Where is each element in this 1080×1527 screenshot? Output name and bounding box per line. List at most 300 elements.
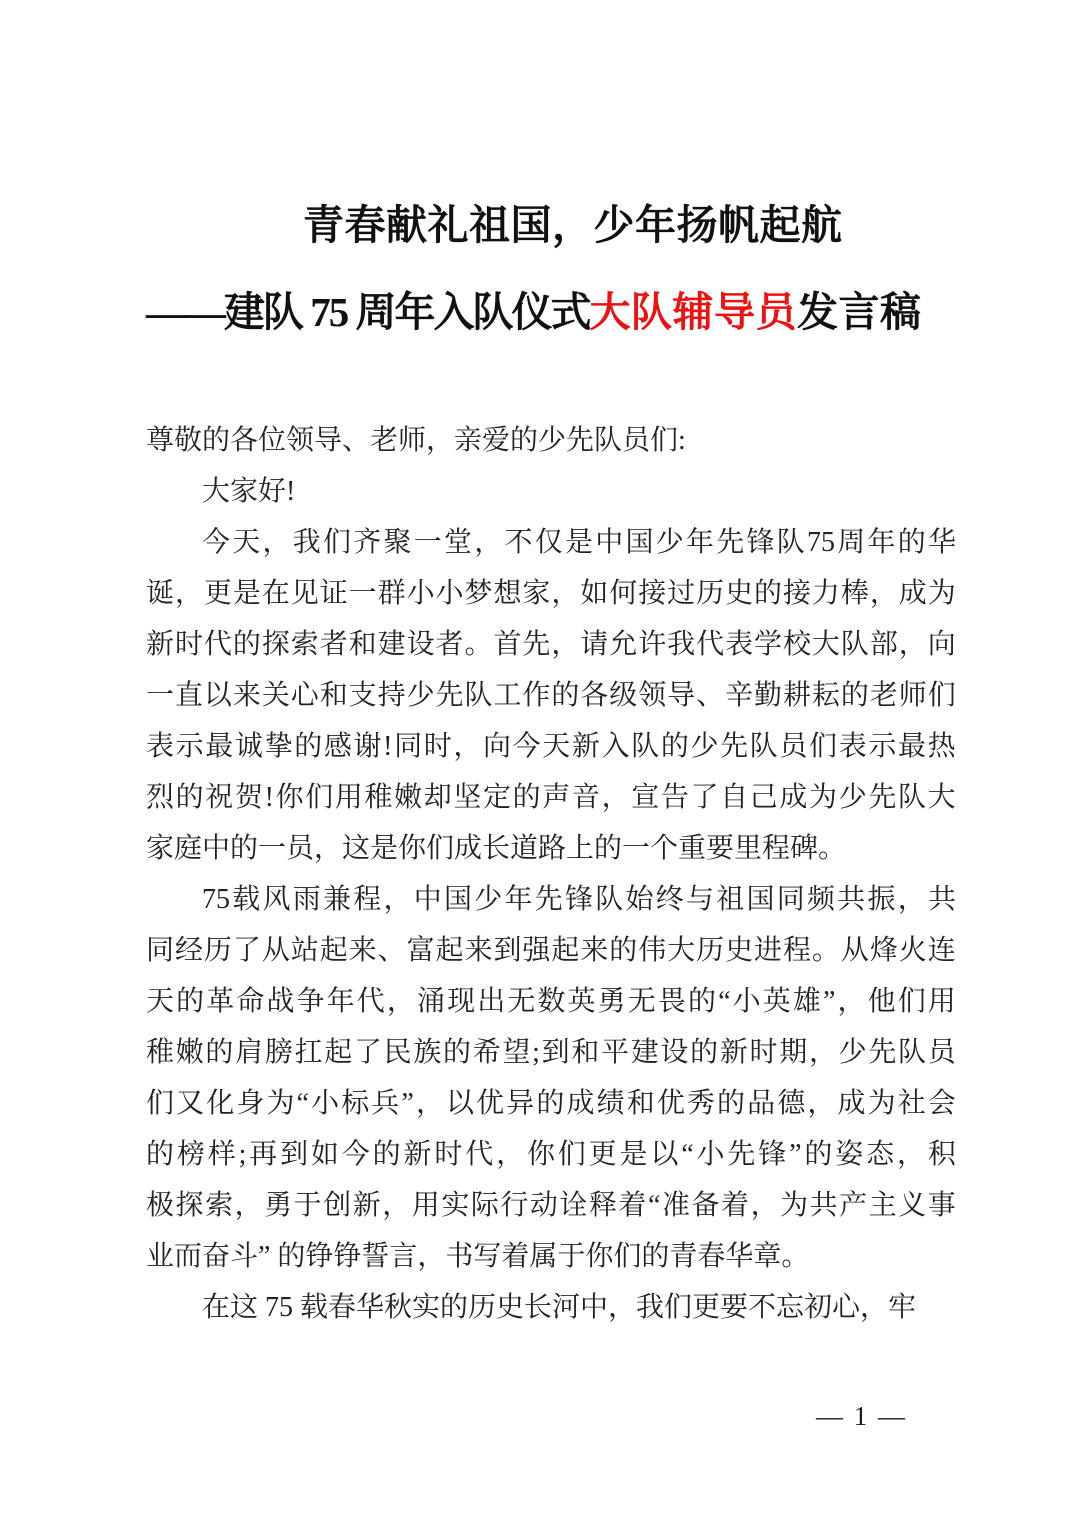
body-glyph: 向 xyxy=(927,629,956,660)
body-glyph: 更 xyxy=(203,578,232,609)
body-glyph: 支 xyxy=(348,680,377,711)
body-glyph: 是 xyxy=(619,1139,648,1170)
body-glyph: 持 xyxy=(377,680,406,711)
body-glyph: 队 xyxy=(631,731,660,762)
body-glyph: ! xyxy=(383,731,393,762)
body-line xyxy=(146,721,956,772)
body-glyph: 肩 xyxy=(235,1037,264,1068)
body-glyph: 年 xyxy=(686,527,715,558)
body-glyph: 坚 xyxy=(453,782,482,813)
body-glyph: 耕 xyxy=(782,680,811,711)
body-glyph: 年 xyxy=(326,986,355,1017)
body-glyph: 的 xyxy=(205,1037,234,1068)
body-glyph: 是 xyxy=(565,527,594,558)
body-glyph: 代 xyxy=(465,1139,494,1170)
body-glyph: ， xyxy=(808,1037,837,1068)
body-glyph: 从 xyxy=(261,935,290,966)
body-line: 尊敬的各位领导、老师，亲爱的少先队员们: xyxy=(146,425,686,456)
body-glyph: 无 xyxy=(507,986,536,1017)
body-glyph: 异 xyxy=(506,1088,535,1119)
body-glyph: 小 xyxy=(696,1139,725,1170)
body-glyph: ， xyxy=(837,986,866,1017)
body-glyph: 先 xyxy=(435,680,464,711)
body-glyph: 的 xyxy=(175,782,204,813)
body-glyph: 更 xyxy=(588,1139,617,1170)
body-glyph: 中 xyxy=(595,527,624,558)
body-glyph: ， xyxy=(474,527,503,558)
body-glyph: 稚 xyxy=(364,782,393,813)
body-glyph: 聚 xyxy=(383,527,412,558)
body-glyph: 嫩 xyxy=(394,782,423,813)
body-glyph: 和 xyxy=(348,629,377,660)
body-line xyxy=(146,670,956,721)
body-glyph: 勤 xyxy=(754,680,783,711)
body-glyph: 堂 xyxy=(444,527,473,558)
body-glyph: 的 xyxy=(443,1037,472,1068)
body-glyph: 不 xyxy=(504,527,533,558)
body-glyph: 如 xyxy=(580,578,609,609)
body-glyph: 了 xyxy=(690,782,719,813)
body-glyph: 华 xyxy=(927,527,956,558)
body-glyph: 师 xyxy=(898,680,927,711)
body-glyph: 榜 xyxy=(176,1139,205,1170)
body-glyph: 队 xyxy=(897,782,926,813)
body-glyph: 数 xyxy=(537,986,566,1017)
body-glyph: 自 xyxy=(720,782,749,813)
body-glyph: 历 xyxy=(696,578,725,609)
body-glyph: “ xyxy=(718,986,731,1017)
body-glyph: 最 xyxy=(205,731,234,762)
body-glyph: 族 xyxy=(413,1037,442,1068)
body-glyph: 75 xyxy=(202,884,230,915)
body-glyph: 今 xyxy=(512,731,541,762)
body-glyph: 一 xyxy=(348,578,377,609)
body-glyph: 和 xyxy=(571,1037,600,1068)
body-glyph: 嫩 xyxy=(175,1037,204,1068)
subtitle-prefix: ——建队 75 周年入队仪式 xyxy=(146,289,590,335)
body-glyph: 绩 xyxy=(596,1088,625,1119)
body-glyph: 先 xyxy=(534,884,563,915)
body-glyph: 代 xyxy=(203,629,232,660)
body-glyph: ， xyxy=(262,527,291,558)
body-glyph: 姿 xyxy=(835,1139,864,1170)
body-glyph: 时 xyxy=(749,1037,778,1068)
body-glyph: 用 xyxy=(411,1190,440,1221)
body-glyph: 、 xyxy=(696,680,725,711)
body-glyph: 工 xyxy=(493,680,522,711)
body-glyph: 宣 xyxy=(631,782,660,813)
body-glyph: 队 xyxy=(776,527,805,558)
body-glyph: 战 xyxy=(266,986,295,1017)
document-subtitle xyxy=(146,285,966,339)
body-glyph: 一 xyxy=(146,680,175,711)
body-glyph: 英 xyxy=(762,986,791,1017)
body-line xyxy=(146,517,956,568)
body-glyph: 膀 xyxy=(264,1037,293,1068)
body-glyph: 员 xyxy=(779,731,808,762)
body-glyph: 勇 xyxy=(264,1190,293,1221)
body-glyph: ， xyxy=(415,1088,444,1119)
body-glyph: 队 xyxy=(898,1037,927,1068)
body-glyph: 动 xyxy=(529,1190,558,1221)
body-glyph: 雨 xyxy=(292,884,321,915)
body-glyph: ， xyxy=(898,629,927,660)
body-glyph: 入 xyxy=(601,731,630,762)
body-glyph: ， xyxy=(382,1190,411,1221)
body-glyph: 兵 xyxy=(371,1088,400,1119)
body-glyph: 的 xyxy=(609,935,638,966)
body-glyph: 时 xyxy=(174,629,203,660)
body-glyph: 的 xyxy=(232,629,261,660)
body-glyph: 富 xyxy=(406,935,435,966)
body-glyph: 学 xyxy=(754,629,783,660)
body-glyph: “ xyxy=(648,1190,661,1221)
body-glyph: 者 xyxy=(319,629,348,660)
body-glyph: ， xyxy=(897,884,926,915)
body-glyph: 允 xyxy=(609,629,638,660)
body-glyph: “ xyxy=(681,1139,694,1170)
body-glyph: 设 xyxy=(406,629,435,660)
body-line: 大家好! xyxy=(202,476,296,507)
body-glyph: 诚 xyxy=(234,731,263,762)
body-glyph: 的 xyxy=(536,1088,565,1119)
body-glyph: 天 xyxy=(146,986,175,1017)
body-line xyxy=(146,1180,956,1231)
body-glyph: 大 xyxy=(667,935,696,966)
body-glyph: 今 xyxy=(202,527,231,558)
body-glyph: 队 xyxy=(840,629,869,660)
body-glyph: 祝 xyxy=(205,782,234,813)
body-glyph: 民 xyxy=(383,1037,412,1068)
body-glyph: 和 xyxy=(626,1088,655,1119)
body-glyph: 国 xyxy=(746,884,775,915)
body-glyph: 的 xyxy=(294,731,323,762)
body-glyph: 锋 xyxy=(564,884,593,915)
body-glyph: 诞 xyxy=(146,578,175,609)
body-glyph: 又 xyxy=(176,1088,205,1119)
body-glyph: 作 xyxy=(522,680,551,711)
body-glyph: 于 xyxy=(293,1190,322,1221)
body-glyph: 们 xyxy=(897,986,926,1017)
body-glyph: 想 xyxy=(493,578,522,609)
body-line xyxy=(146,925,956,976)
body-glyph: 天 xyxy=(232,527,261,558)
body-glyph: 来 xyxy=(348,935,377,966)
body-glyph: 他 xyxy=(867,986,896,1017)
body-glyph: 今 xyxy=(341,1139,370,1170)
body-glyph: 成 xyxy=(566,1088,595,1119)
body-glyph: 振 xyxy=(867,884,896,915)
body-glyph: 同 xyxy=(146,935,175,966)
body-glyph: 你 xyxy=(275,782,304,813)
body-glyph: 示 xyxy=(868,731,897,762)
body-glyph: 新 xyxy=(403,1139,432,1170)
body-glyph: 的 xyxy=(754,578,783,609)
body-glyph: 家 xyxy=(522,578,551,609)
body-glyph: 涌 xyxy=(416,986,445,1017)
body-glyph: 少 xyxy=(838,1037,867,1068)
body-glyph: 着 xyxy=(618,1190,647,1221)
body-glyph: 的 xyxy=(512,782,541,813)
body-glyph: 们 xyxy=(323,527,352,558)
body-glyph: ” xyxy=(789,1139,802,1170)
body-text xyxy=(146,415,956,1333)
subtitle-highlight: 大队辅导员 xyxy=(589,289,797,335)
body-glyph: 新 xyxy=(146,629,175,660)
body-glyph: 小 xyxy=(406,578,435,609)
body-glyph: 会 xyxy=(927,1088,956,1119)
body-glyph: 的 xyxy=(146,1139,175,1170)
body-glyph: 的 xyxy=(372,1139,401,1170)
body-glyph: “ xyxy=(296,1088,309,1119)
body-glyph: 和 xyxy=(319,680,348,711)
body-line xyxy=(146,976,956,1027)
body-glyph: ， xyxy=(601,782,630,813)
body-glyph: 义 xyxy=(898,1190,927,1221)
body-glyph: 谢 xyxy=(353,731,382,762)
body-glyph: 风 xyxy=(262,884,291,915)
body-glyph: ” xyxy=(401,1088,414,1119)
body-glyph: 准 xyxy=(661,1190,690,1221)
body-glyph: 齐 xyxy=(353,527,382,558)
body-glyph: 建 xyxy=(377,629,406,660)
body-glyph: 索 xyxy=(205,1190,234,1221)
body-glyph: 化 xyxy=(206,1088,235,1119)
body-glyph: 为 xyxy=(867,1088,896,1119)
body-glyph: 先 xyxy=(716,527,745,558)
body-glyph: 革 xyxy=(206,986,235,1017)
body-glyph: 秀 xyxy=(686,1088,715,1119)
body-glyph: 小 xyxy=(311,1088,340,1119)
body-glyph: 共 xyxy=(927,884,956,915)
body-glyph: 伟 xyxy=(638,935,667,966)
body-glyph: 命 xyxy=(236,986,265,1017)
body-glyph: 时 xyxy=(434,1139,463,1170)
body-glyph: 极 xyxy=(146,1190,175,1221)
body-glyph: 领 xyxy=(638,680,667,711)
body-glyph: 我 xyxy=(667,629,696,660)
body-glyph: 新 xyxy=(571,731,600,762)
body-glyph: 德 xyxy=(777,1088,806,1119)
body-glyph: 中 xyxy=(413,884,442,915)
body-glyph: 共 xyxy=(809,1190,838,1221)
body-glyph: 进 xyxy=(754,935,783,966)
body-glyph: 史 xyxy=(725,935,754,966)
body-glyph: 仅 xyxy=(534,527,563,558)
body-glyph: 为 xyxy=(809,782,838,813)
body-glyph: 们 xyxy=(809,731,838,762)
body-glyph: 先 xyxy=(720,731,749,762)
body-glyph: 级 xyxy=(609,680,638,711)
body-line xyxy=(146,874,956,925)
body-glyph: 你 xyxy=(526,1139,555,1170)
body-glyph: 备 xyxy=(691,1190,720,1221)
body-glyph: 部 xyxy=(869,629,898,660)
body-glyph: 们 xyxy=(557,1139,586,1170)
body-glyph: 际 xyxy=(470,1190,499,1221)
body-glyph: 期 xyxy=(779,1037,808,1068)
body-glyph: 心 xyxy=(290,680,319,711)
body-glyph: 少 xyxy=(474,884,503,915)
body-glyph: 最 xyxy=(897,731,926,762)
body-glyph: 先 xyxy=(868,782,897,813)
body-glyph: 们 xyxy=(927,680,956,711)
body-glyph: 品 xyxy=(747,1088,776,1119)
body-line xyxy=(146,568,956,619)
body-glyph: 无 xyxy=(627,986,656,1017)
body-glyph: 了 xyxy=(232,935,261,966)
body-glyph: 。 xyxy=(811,935,840,966)
body-glyph: ， xyxy=(496,1139,525,1170)
body-glyph: 如 xyxy=(310,1139,339,1170)
body-glyph: 以 xyxy=(446,1088,475,1119)
body-glyph: 接 xyxy=(782,578,811,609)
body-glyph: 兼 xyxy=(322,884,351,915)
body-glyph: 产 xyxy=(839,1190,868,1221)
body-glyph: 程 xyxy=(353,884,382,915)
body-glyph: 成 xyxy=(779,782,808,813)
body-glyph: ， xyxy=(750,1190,779,1221)
body-glyph: 挚 xyxy=(264,731,293,762)
body-glyph: 勇 xyxy=(597,986,626,1017)
body-line xyxy=(146,1027,956,1078)
body-glyph: 告 xyxy=(660,782,689,813)
body-glyph: ， xyxy=(869,578,898,609)
body-glyph: 实 xyxy=(441,1190,470,1221)
body-glyph: 争 xyxy=(296,986,325,1017)
body-glyph: 的 xyxy=(804,1139,833,1170)
body-glyph: 在 xyxy=(261,578,290,609)
body-glyph: 者 xyxy=(435,629,464,660)
body-glyph: 接 xyxy=(638,578,667,609)
body-glyph: 我 xyxy=(292,527,321,558)
body-glyph: 少 xyxy=(655,527,684,558)
body-glyph: 同 xyxy=(394,731,423,762)
body-glyph: 员 xyxy=(927,1037,956,1068)
body-glyph: 稚 xyxy=(146,1037,175,1068)
body-glyph: 历 xyxy=(696,935,725,966)
body-glyph: 少 xyxy=(406,680,435,711)
body-glyph: 行 xyxy=(500,1190,529,1221)
body-glyph: 年 xyxy=(867,527,896,558)
body-glyph: 许 xyxy=(638,629,667,660)
body-glyph: 优 xyxy=(656,1088,685,1119)
body-glyph: 史 xyxy=(725,578,754,609)
body-glyph: 载 xyxy=(232,884,261,915)
body-glyph: ; xyxy=(532,1037,540,1068)
body-glyph: 积 xyxy=(927,1139,956,1170)
body-glyph: 何 xyxy=(609,578,638,609)
body-glyph: 己 xyxy=(749,782,778,813)
body-glyph: 始 xyxy=(625,884,654,915)
body-glyph: 着 xyxy=(721,1190,750,1221)
body-glyph: 探 xyxy=(175,1190,204,1221)
body-glyph: 了 xyxy=(353,1037,382,1068)
body-glyph: 国 xyxy=(625,527,654,558)
body-glyph: 75 xyxy=(807,527,835,558)
body-glyph: 为 xyxy=(780,1190,809,1221)
body-glyph: 贺 xyxy=(234,782,263,813)
body-glyph: 棒 xyxy=(840,578,869,609)
body-glyph: 标 xyxy=(341,1088,370,1119)
body-glyph: 群 xyxy=(377,578,406,609)
body-glyph: 来 xyxy=(580,935,609,966)
body-glyph: 的 xyxy=(717,1088,746,1119)
body-glyph: 共 xyxy=(837,884,866,915)
body-glyph: 再 xyxy=(249,1139,278,1170)
body-glyph: 新 xyxy=(352,1190,381,1221)
body-glyph: 诠 xyxy=(559,1190,588,1221)
page-number: — 1 — xyxy=(816,1401,907,1431)
body-line: 在这 75 载春华秋实的历史长河中，我们更要不忘初心，牢 xyxy=(202,1292,917,1323)
body-glyph: ， xyxy=(383,884,412,915)
body-glyph: 建 xyxy=(630,1037,659,1068)
body-glyph: ， xyxy=(174,578,203,609)
body-glyph: 出 xyxy=(477,986,506,1017)
body-line: 业而奋斗” 的铮铮誓言，书写着属于你们的青春华章。 xyxy=(146,1241,810,1272)
body-glyph: 见 xyxy=(290,578,319,609)
body-glyph: 们 xyxy=(146,1088,175,1119)
body-glyph: 直 xyxy=(174,680,203,711)
body-glyph: 释 xyxy=(588,1190,617,1221)
body-glyph: 声 xyxy=(542,782,571,813)
body-glyph: 为 xyxy=(927,578,956,609)
body-glyph: ” xyxy=(822,986,836,1017)
body-glyph: 梦 xyxy=(464,578,493,609)
body-glyph: 少 xyxy=(838,782,867,813)
body-glyph: ， xyxy=(234,1190,263,1221)
body-glyph: 、 xyxy=(377,935,406,966)
body-glyph: 英 xyxy=(567,986,596,1017)
body-glyph: ! xyxy=(264,782,274,813)
subtitle-suffix: 发言稿 xyxy=(797,289,922,335)
body-glyph: 关 xyxy=(261,680,290,711)
body-glyph: 锋 xyxy=(758,1139,787,1170)
body-glyph: 力 xyxy=(811,578,840,609)
body-glyph: 设 xyxy=(660,1037,689,1068)
body-glyph: 态 xyxy=(866,1139,895,1170)
body-glyph: 烈 xyxy=(146,782,175,813)
body-glyph: 同 xyxy=(776,884,805,915)
body-glyph: 成 xyxy=(898,578,927,609)
body-glyph: 先 xyxy=(522,629,551,660)
body-glyph: 优 xyxy=(476,1088,505,1119)
body-glyph: 队 xyxy=(464,680,493,711)
body-glyph: 站 xyxy=(290,935,319,966)
body-glyph: 年 xyxy=(504,884,533,915)
body-glyph: 终 xyxy=(655,884,684,915)
body-glyph: ， xyxy=(453,731,482,762)
body-glyph: 队 xyxy=(749,731,778,762)
body-glyph: 校 xyxy=(782,629,811,660)
body-glyph: 的 xyxy=(687,986,716,1017)
body-glyph: 大 xyxy=(927,782,956,813)
body-glyph: 锋 xyxy=(746,527,775,558)
body-glyph: 连 xyxy=(927,935,956,966)
body-glyph: 时 xyxy=(423,731,452,762)
body-glyph: 事 xyxy=(927,1190,956,1221)
body-glyph: 现 xyxy=(447,986,476,1017)
body-glyph: 祖 xyxy=(716,884,745,915)
body-glyph: 起 xyxy=(319,935,348,966)
body-glyph: 起 xyxy=(551,935,580,966)
body-glyph: 畏 xyxy=(657,986,686,1017)
body-glyph: 小 xyxy=(435,578,464,609)
body-glyph: ， xyxy=(896,1139,925,1170)
body-glyph: 少 xyxy=(690,731,719,762)
body-glyph: 到 xyxy=(280,1139,309,1170)
body-glyph: 天 xyxy=(542,731,571,762)
